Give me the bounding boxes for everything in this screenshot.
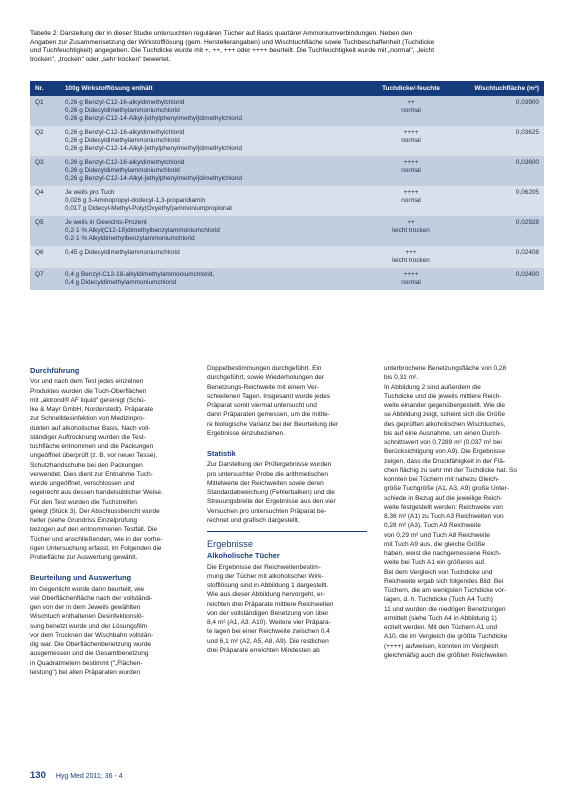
composition-line: 0,026 g 3-Aminopropyl-dodecyl-1,3-propandiamin [65,197,206,204]
text-line: In Abbildung 2 sind außerdem die [384,383,481,391]
text-line: tuchfläche entnommen und die Packungen [30,443,154,450]
text-line: gelegt (Stück 3). Der Abschlussbericht wurde [30,507,160,515]
table-header-row [30,81,544,96]
text-line: und 6,1 m² (A2, A5, A8, A9). Die restlichen [207,637,329,645]
composition-line: 0,4 g Didecyldimethylammoniumchlorid [65,279,177,286]
text-line: weite festgestellt werden: Reichweite von [384,503,503,511]
text-line: Berücksichtigung von A9). Die Ergebnisse [384,448,506,456]
text-line: 8,36 m² (A1) zu Tuch A3 Reichweiten von [384,513,504,520]
moisture-value: normal [401,107,421,114]
composition-line: 0,017 g Didecyl-Methyl-Poly(Oxyethyl)ammoniumpropionat [65,205,232,212]
text-line: erzielt werden. Mit den Tüchern A1 und [384,624,497,631]
text-column-1 [30,364,190,677]
row-number: Q5 [30,216,60,246]
composition-line: 0,45 g Didecyldimethylammoniumchlorid [65,249,180,256]
text-line: konnten bei Tüchern mit nahezu Gleich- [384,476,500,483]
text-line: regelrecht aus dessen handelsüblicher Weise. [30,489,163,497]
text-line: Wie aus dieser Abbildung hervorgeht, er- [207,591,325,599]
moisture-value: normal [401,197,421,204]
text-line: re biologische Varianz bei der Beurteilung der [207,420,339,428]
row-number: Q4 [30,186,60,216]
page-number: 130 [30,770,46,781]
row-composition [60,216,356,246]
row-thickness-moisture [356,96,466,126]
composition-table [30,81,544,290]
text-line: Versuchen pro untersuchten Präparat be- [207,507,327,515]
text-line: heller (siehe Grundriss Einzelprüfung [30,517,137,524]
text-line: verwendet. Dies dient zur Entnahme Tuch- [30,470,153,478]
composition-line: 0,26 g Benzyl-C12-16-alkyldimethylchlorid [65,159,185,166]
text-line: ständiger Auftrocknung wurden die Test- [30,433,146,441]
text-line: Streuungsbreite der Ergebnisse aus den vier [207,498,336,506]
text-line: unterbrochene Benetzungsfläche von 0,28 [384,365,507,372]
text-line: in Quadratmetern bestimmt ("„Flächen- [30,659,143,667]
composition-line: 0,4 g Benzyl-C12-18-alkyldimethylammoniumchlorid, [65,271,215,278]
text-line: Im Gegenlicht wurde dann beurteilt, wie [30,585,145,593]
row-composition [60,246,356,268]
text-line: dann Präparaten gemessen, um die mittle- [207,411,330,419]
text-column-3 [384,364,544,660]
composition-line: 0,26 g Didecyldimethylammoniumchlorid [65,107,180,114]
thickness-value: ++++ [403,271,419,278]
text-line: schiedenen Tagen. Insgesamt wurde jedes [207,392,331,400]
text-line: Probefläche zur Auswertung gewählt. [30,554,138,561]
text-line: schiede in Bezug auf die jeweilige Reich- [384,494,503,502]
composition-line: 0,26 g Benzyl-C12-14-Alkyl-[ethylphenylmethyl]dimethylchlorid [65,115,242,122]
composition-line: 0,2-1 % Alkyl(C12-18)dimethylbenzylammoniumchlorid [65,227,220,234]
text-line: Tüchern, die am wenigsten Tuchdicke vor- [384,587,507,594]
text-line: Reichweite ergab sich folgendes Bild: Bei [384,577,504,585]
table-row [30,216,544,246]
text-line: bis auf eine Ausnahme, um einen Durch- [384,429,502,437]
text-line: ermittelt (siehe Tuch A4 in Abbildung 1) [384,614,497,622]
paragraph [30,377,190,562]
moisture-value: leicht trocken [392,227,430,234]
text-line: drei Präparate erreichten Mindesten ab [207,646,320,654]
row-thickness-moisture [356,246,466,268]
text-line: A10, die im Vergleich die größte Tuchdicke [384,633,508,641]
row-area: 0,02408 [466,246,544,268]
thickness-value: ++++ [403,189,419,196]
composition-line: 0,26 g Benzyl-C12-16-alkyldimethylchlorid [65,99,185,106]
row-number: Q7 [30,268,60,290]
composition-line: 0,2-1 % Alkyldimethylbenzylammoniumchlorid [65,235,195,242]
moisture-value: normal [401,167,421,174]
text-line: haben, weist die nachgemessene Reich- [384,550,502,557]
text-line: dukten auf alkoholischer Basis. Nach voll- [30,424,151,432]
table-row [30,126,544,156]
section-heading: Beurteilung und Auswertung [30,573,132,583]
text-line: von 0,29 m² und Tuch A8 Reichweite [384,531,490,539]
text-line: Doppelbestimmungen durchgeführt. Ein [207,365,322,372]
text-line: Vor und nach dem Test jedes einzelnen [30,378,144,386]
text-line: ungeöffnet überprüft (z. B. vor neuer Tesse). [30,452,158,460]
text-line: rechnet und grafisch dargestellt. [207,516,300,524]
moisture-value: leicht trocken [392,257,430,264]
text-line: dig war. Die Oberflächenbenetzung wurde [30,641,152,648]
text-line: Wischtuch enthaltenen Desinfektionslö- [30,613,144,621]
text-line: Tücher und anschließenden, wie in der vorhe- [30,535,163,543]
composition-line: 0,26 g Didecyldimethylammoniumchlorid [65,167,180,174]
paragraph [207,364,367,438]
text-line: (++++) aufweisen, konnten im Vergleich [384,642,499,650]
thickness-value: +++ [405,249,417,256]
text-line: Bei dem Vergleich von Tuchdicke und [384,568,493,576]
row-composition [60,186,356,216]
row-composition [60,156,356,186]
section-heading: Durchführung [30,366,80,375]
header-composition: 100g Wirkstofflösung enthält [60,81,356,96]
thickness-value: ++ [407,99,415,106]
row-number: Q1 [30,96,60,126]
page-footer [30,770,123,781]
text-line: te lagen bei einer Reichweite zwischen 0,4 [207,628,330,636]
text-line: rigen Untersuchung erfasst, im Folgenden die [30,544,162,552]
thickness-value: ++++ [403,159,419,166]
row-area: 0,02928 [466,216,544,246]
composition-line: 0,26 g Benzyl-C12-16-alkyldimethylchlorid [65,129,185,136]
text-line: Zur Darstellung der Prüfergebnisse wurden [207,461,332,469]
text-line: reichten drei Präparate mittlere Reichweiten [207,600,334,608]
text-line: ausgemessen und die Gesamtbenetzung [30,650,149,658]
paragraph [207,460,367,525]
row-composition [60,96,356,126]
text-line: von der vollständigen Benetzung von über [207,609,329,617]
row-composition [60,126,356,156]
text-line: Benetzungs-Reichweite mit einem Ver- [207,383,319,391]
row-number: Q2 [30,126,60,156]
header-area: Wischtuchfläche (m²) [466,81,544,96]
text-line: gleichmäßig auch die größten Reichweiten [384,651,507,659]
text-line: bezogen auf den entnommenen Testfall. Die [30,526,158,534]
text-line: 11 und wurden die niedrigen Benetzungen [384,605,506,613]
composition-line: 0,26 g Benzyl-C12-14-Alkyl-[ethylphenylmethyl]dimethylchlorid [65,175,242,182]
text-line: Schutzhandschuhe bei den Packungen [30,461,143,469]
text-line: gen von der in dem Jeweils gewählten [30,604,141,611]
text-line: Produktes wurden die Tuch-Oberflächen [30,387,147,395]
row-area: 0,03600 [466,156,544,186]
text-line: Präparat somit viermal untersucht und [207,402,317,409]
paragraph [207,563,367,656]
table-body [30,96,544,290]
paragraph [30,585,190,678]
text-line: vor dem Trocknen der Wischbahn vollstän- [30,631,154,639]
text-line: pro untersuchter Probe die arithmetischen [207,470,329,478]
text-line: 0,28 m² (A3). Tuch A9 Reichweite [384,522,481,530]
text-line: Tuchdicke und die jeweils mittlere Reich- [384,392,502,400]
table-row [30,156,544,186]
text-line: Ergebnisse einzubeziehen. [207,429,286,437]
text-line: 8,4 m² (A1, A3, A10). Weitere vier Präpara- [207,619,331,626]
caption-line: und Tuchfeuchtigkeit) angegeben. Die Tuchdicke wurde mit +, ++, +++ oder ++++ beurteilt. Die Tuchfeuchtigkeit wurde mit „normal", „leicht [30,47,435,55]
section-heading-main: Ergebnisse [207,539,253,549]
text-line: wurde ungeöffnet, verschlossen und [30,480,135,487]
table-row [30,268,544,290]
journal-reference: Hyg Med 2011; 36 - 4 [55,773,123,780]
text-column-2 [207,364,367,655]
row-thickness-moisture [356,186,466,216]
row-number: Q6 [30,246,60,268]
text-line: Standardabweichung (Fehlerbalken) und die [207,489,335,496]
text-line: durchgeführt, sowie Wiederholungen der [207,374,325,382]
composition-line: 0,26 g Didecyldimethylammoniumchlorid [65,137,180,144]
text-line: bis 0,31 m². [384,374,418,382]
table-row [30,186,544,216]
text-line: chen flächig zu sehr mit der Tuchdicke hat. So [384,466,517,474]
text-line: zeigen, dass die Druckfähigkeit in der Flä- [384,457,506,465]
row-thickness-moisture [356,126,466,156]
table-row [30,96,544,126]
text-line: leistung") bei allen Präparaten wurden [30,668,140,676]
text-line: schnittswert von 0,7289 m² (0,037 m² bei [384,439,502,446]
paragraph [384,364,544,383]
text-line: größe Tuchgröße (A1, A3, A9) große Unter- [384,485,510,493]
text-line: mit „aktrond® AF liquid" gereinigt (Schü- [30,396,146,404]
caption-line: Angaben zur Zusammensetzung der Wirkstofflösung (gem. Herstellerangaben) und Wischtuchfläche sowie Tuchbeschaffenheit (Tuchdicke [30,38,435,46]
moisture-value: normal [401,137,421,144]
text-line: mung der Tücher mit alkoholischer Wirk- [207,572,324,580]
paragraph [384,568,544,661]
subsection-heading: Alkoholische Tücher [207,551,280,561]
moisture-value: normal [401,279,421,286]
text-line: lagen, d. h. Tuchdicke (Tuch A4 Tuch) [384,596,493,604]
text-line: Die Ergebnisse der Reichweitenbestim- [207,563,321,571]
caption-line: Tabelle 2: Darstellung der in dieser Studie untersuchten regulären Tücher auf Basis quartärer Ammoniumverbindungen. Neben den [30,30,413,37]
row-thickness-moisture [356,216,466,246]
composition-line: Je weils in Gewichts-Prozent [65,219,147,226]
row-thickness-moisture [356,268,466,290]
row-area: 0,06205 [466,186,544,216]
composition-line: 0,26 g Benzyl-C12-14-Alkyl-[ethylphenylmethyl]dimethylchlorid [65,145,242,152]
text-line: se Abbildung zeigt, scheint sich die Größe [384,411,506,419]
composition-line: Je weils pro Tuch [65,189,115,196]
thickness-value: ++++ [403,129,419,136]
table-row [30,246,544,268]
row-number: Q3 [30,156,60,186]
caption-line: trocken", „trocken" oder „sehr trocken" bewertet. [30,55,171,63]
paragraph [384,383,544,568]
table-caption [30,30,545,64]
text-line: viel Oberflächenfläche nach der vollständi- [30,594,153,602]
text-line: lke & Mayr GmbH, Norderstedt). Präparate [30,406,154,413]
text-line: sung benetzt wurde und der Lösungsfilm [30,622,148,630]
row-area: 0,03625 [466,126,544,156]
header-thickness-moisture: Tuchdicke/-feuchte [356,81,466,96]
text-line: zur Schnelldesinfektion von Medizinpro- [30,415,145,423]
text-line: des geprüften alkoholischen Wischtuches, [384,420,506,428]
row-area: 0,02400 [466,268,544,290]
thickness-value: ++ [407,219,415,226]
text-line: Für den Test wurden die Tuchstreifen [30,498,137,506]
text-line: mit Tuch A9 aus, die gleiche Größe [384,540,486,548]
section-heading: Statistik [207,449,236,458]
header-nr: Nr. [30,81,60,96]
text-line: stofflösung sind in Abbildung 1 dargestellt. [207,582,329,589]
row-composition [60,268,356,290]
row-area: 0,03900 [466,96,544,126]
text-line: Mittelwerte der Reichweiten sowie deren [207,479,324,487]
section-divider [207,531,367,532]
row-thickness-moisture [356,156,466,186]
text-line: weite einander gegenübergestellt. Wie die [384,402,506,409]
text-line: weite bei Tuch A1 ein größeres auf. [384,559,486,567]
